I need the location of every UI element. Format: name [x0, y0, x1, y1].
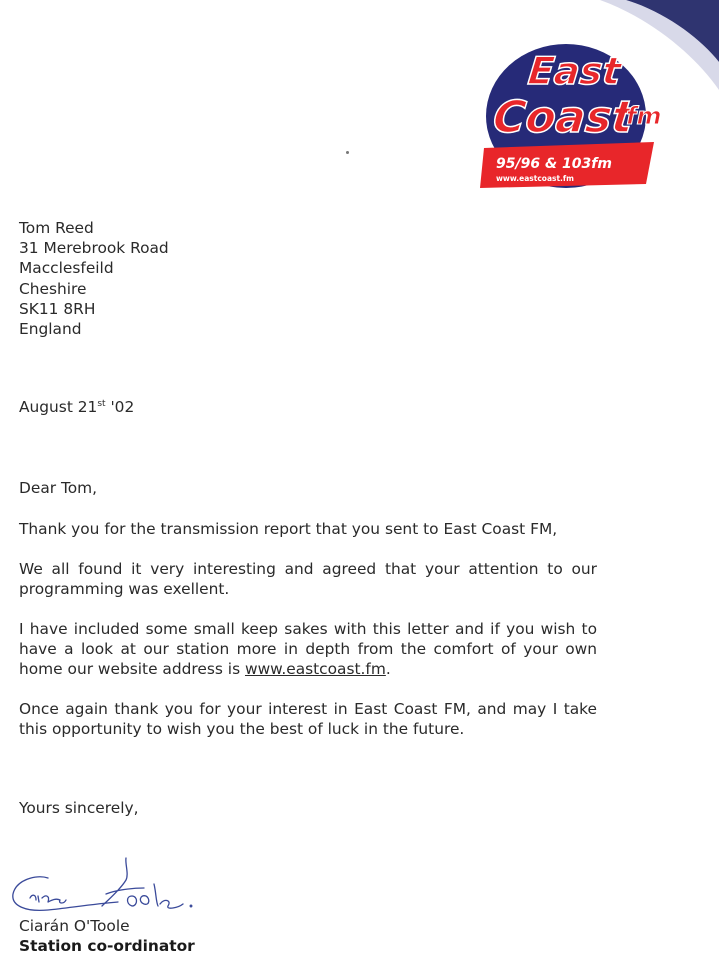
- paragraph-4: Once again thank you for your interest in East Coast FM, and may I take this opportunity to wish you the best of luck in the future.: [19, 700, 597, 739]
- paragraph-2: We all found it very interesting and agreed that your attention to our programming was exellent.: [19, 560, 597, 599]
- signer-name: Ciarán O'Toole: [19, 917, 130, 935]
- letter-date: August 21st '02: [19, 398, 135, 416]
- recipient-country: England: [19, 320, 82, 339]
- logo-frequencies: 95/96 & 103fm: [496, 156, 612, 172]
- salutation: Dear Tom,: [19, 479, 98, 497]
- website-link[interactable]: www.eastcoast.fm: [244, 660, 386, 679]
- recipient-county: Cheshire: [19, 279, 87, 298]
- logo-website: www.eastcoast.fm: [496, 174, 574, 183]
- signer-title: Station co-ordinator: [19, 937, 195, 955]
- paragraph-1: Thank you for the transmission report that you sent to East Coast FM,: [19, 520, 558, 538]
- recipient-town: Macclesfeild: [19, 259, 114, 278]
- east-coast-fm-logo: [478, 36, 678, 196]
- logo-east: East: [526, 49, 623, 93]
- paragraph-3: I have included some small keep sakes with this letter and if you wish to have a look at our station more in depth from the comfort of your own home our website address is www.eastcoast.fm.: [19, 620, 597, 679]
- recipient-postcode: SK11 8RH: [19, 299, 96, 318]
- paper-speck: [346, 151, 349, 154]
- handwritten-signature: [8, 854, 198, 924]
- logo-coast: Coast: [490, 92, 636, 143]
- closing: Yours sincerely,: [19, 799, 139, 817]
- recipient-street: 31 Merebrook Road: [19, 239, 169, 258]
- recipient-name: Tom Reed: [19, 219, 94, 237]
- logo-fm: fm: [626, 102, 662, 130]
- recipient-address: [19, 218, 169, 339]
